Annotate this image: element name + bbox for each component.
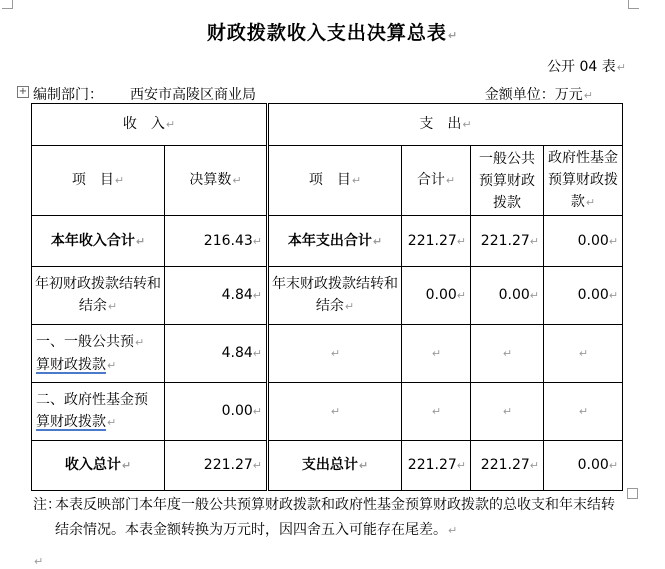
- paragraph-mark: ↵: [121, 459, 132, 472]
- expense-fund-cell: 0.00↵: [544, 267, 623, 325]
- income-value-cell: 221.27↵: [165, 441, 268, 491]
- empty-cell: [268, 325, 402, 383]
- col-header-total: 合计↵: [402, 146, 471, 216]
- table-column-header-row: [32, 146, 623, 216]
- paragraph-mark: ↵: [616, 61, 626, 74]
- paragraph-mark: ↵: [107, 300, 118, 313]
- income-value-cell: 4.84↵: [165, 325, 268, 383]
- paragraph-mark: ↵: [252, 234, 262, 248]
- table-resize-handle-icon[interactable]: [627, 488, 638, 499]
- empty-cell: [471, 325, 544, 383]
- table-row: [32, 383, 623, 441]
- dept-value: 西安市高陵区商业局: [130, 87, 256, 103]
- empty-cell: [402, 325, 471, 383]
- expense-total-cell: 221.27↵: [402, 216, 471, 267]
- paragraph-mark: ↵: [502, 347, 513, 360]
- income-value-cell: 216.43↵: [165, 216, 268, 267]
- paragraph-mark: ↵: [330, 347, 341, 360]
- table-row: [32, 216, 623, 267]
- spellcheck-underlined-text: 算财政拨款: [36, 356, 106, 373]
- paragraph-mark: ↵: [529, 289, 539, 302]
- paragraph-mark: ↵: [578, 405, 589, 418]
- meta-row: [33, 84, 593, 104]
- note-text: 本表反映部门本年度一般公共预算财政拨款和政府性基金预算财政拨款的总收支和年末结转结余情况。本表金额转换为万元时，因四舍五入可能存在尾差。: [55, 497, 615, 538]
- paragraph-mark: ↵: [583, 89, 593, 102]
- paragraph-mark: ↵: [330, 405, 341, 418]
- paragraph-mark: ↵: [529, 459, 539, 472]
- paragraph-mark: ↵: [34, 555, 44, 568]
- income-item-cell: 一、一般公共预↵ 算财政拨款↵: [32, 325, 165, 383]
- table-note: [33, 493, 623, 543]
- expense-general-cell: 221.27↵: [471, 441, 544, 491]
- note-label: 注：: [33, 497, 61, 513]
- income-header: 收 入↵: [32, 104, 268, 146]
- form-number: 公开 04 表↵: [547, 59, 626, 75]
- paragraph-mark: ↵: [456, 459, 466, 472]
- paragraph-mark: ↵: [456, 234, 466, 248]
- empty-cell: [402, 383, 471, 441]
- paragraph-mark: ↵: [135, 335, 145, 349]
- paragraph-mark: ↵: [232, 174, 242, 187]
- expense-total-cell: 0.00↵: [402, 267, 471, 325]
- income-item-cell: 年初财政拨款结转和结余↵: [32, 267, 165, 325]
- paragraph-mark: ↵: [114, 174, 125, 187]
- paragraph-mark: ↵: [448, 524, 458, 537]
- paragraph-mark: ↵: [608, 289, 619, 302]
- document-title: 财政拨款收入支出决算总表↵: [206, 22, 459, 44]
- paragraph-mark: ↵: [372, 234, 383, 248]
- budget-table: [31, 103, 623, 491]
- empty-cell: [544, 325, 623, 383]
- paragraph-mark: ↵: [107, 358, 117, 372]
- expense-item-cell: 本年支出合计↵: [268, 216, 402, 267]
- col-header-final-amount: 决算数↵: [165, 146, 268, 216]
- paragraph-mark: ↵: [252, 347, 262, 360]
- income-value-cell: 0.00↵: [165, 383, 268, 441]
- paragraph-mark: ↵: [135, 234, 146, 248]
- paragraph-mark: ↵: [358, 459, 369, 472]
- income-item-cell: 本年收入合计↵: [32, 216, 165, 267]
- paragraph-mark: ↵: [252, 289, 262, 302]
- expense-fund-cell: 0.00↵: [544, 441, 623, 491]
- unit-label: 金额单位：万元↵: [484, 87, 593, 103]
- paragraph-mark: ↵: [585, 196, 596, 209]
- col-header-general-budget: 一般公共预算财政拨款: [471, 146, 544, 216]
- paragraph-mark: ↵: [608, 459, 619, 472]
- expense-general-cell: 221.27↵: [471, 216, 544, 267]
- income-item-cell: 二、政府性基金预 算财政拨款↵: [32, 383, 165, 441]
- table-header-row: [32, 104, 623, 146]
- col-header-gov-fund: 政府性基金预算财政拨款↵: [544, 146, 623, 216]
- paragraph-mark: ↵: [502, 405, 513, 418]
- empty-cell: [268, 383, 402, 441]
- table-row: [32, 441, 623, 491]
- paragraph-mark: ↵: [252, 405, 262, 418]
- paragraph-mark: ↵: [445, 174, 456, 187]
- expense-total-cell: 221.27↵: [402, 441, 471, 491]
- empty-cell: [544, 383, 623, 441]
- income-item-cell: 收入总计↵: [32, 441, 165, 491]
- table-move-handle-icon[interactable]: +: [18, 86, 28, 97]
- expense-item-cell: 支出总计↵: [268, 441, 402, 491]
- paragraph-mark: ↵: [462, 118, 472, 131]
- expense-fund-cell: 0.00↵: [544, 216, 623, 267]
- paragraph-mark: ↵: [107, 416, 117, 429]
- empty-paragraph: [33, 550, 43, 569]
- table-row: [32, 267, 623, 325]
- paragraph-mark: ↵: [431, 347, 442, 360]
- paragraph-mark: ↵: [456, 289, 466, 302]
- paragraph-mark: ↵: [351, 174, 362, 187]
- table-row: [32, 325, 623, 383]
- page-corner-mark: [2, 0, 13, 9]
- page-corner-mark: [628, 0, 639, 9]
- paragraph-mark: ↵: [344, 300, 355, 313]
- col-header-expense-item: 项 目↵: [268, 146, 402, 216]
- expense-item-cell: 年末财政拨款结转和结余↵: [268, 267, 402, 325]
- paragraph-mark: ↵: [252, 459, 262, 472]
- spellcheck-underlined-text: 算财政拨款: [36, 414, 106, 430]
- col-header-income-item: 项 目↵: [32, 146, 165, 216]
- empty-cell: [471, 383, 544, 441]
- expense-header: 支 出↵: [268, 104, 623, 146]
- income-value-cell: 4.84↵: [165, 267, 268, 325]
- paragraph-mark: ↵: [578, 347, 589, 360]
- paragraph-mark: ↵: [447, 29, 459, 42]
- paragraph-mark: ↵: [529, 234, 539, 248]
- expense-general-cell: 0.00↵: [471, 267, 544, 325]
- paragraph-mark: ↵: [165, 118, 176, 131]
- dept-label: 编制部门：: [33, 87, 103, 103]
- paragraph-mark: ↵: [608, 234, 619, 248]
- paragraph-mark: ↵: [431, 405, 442, 418]
